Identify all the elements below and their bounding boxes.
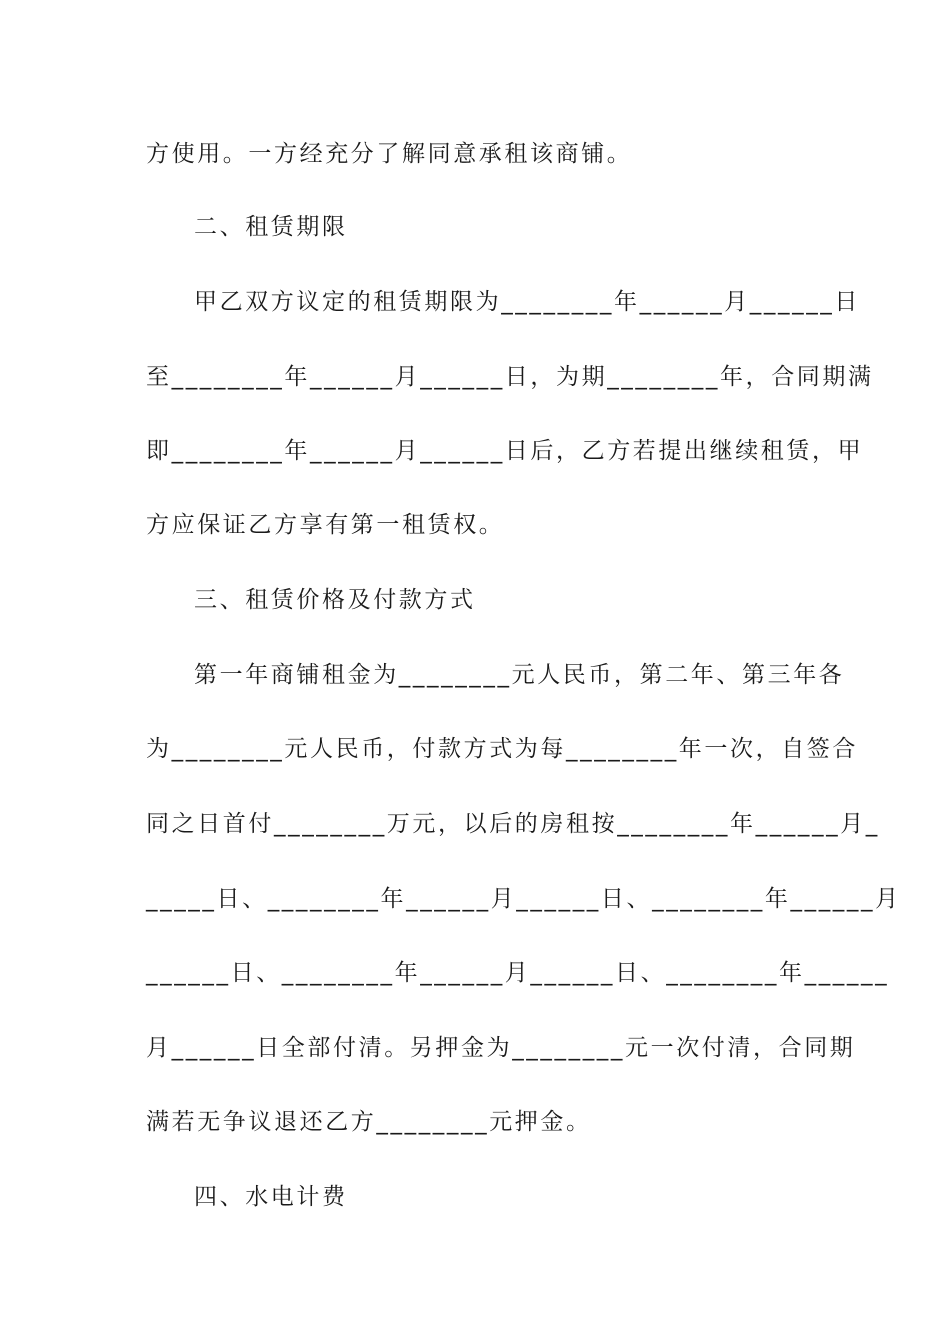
- paragraph-line: 第一年商铺租金为________元人民币，第二年、第三年各: [194, 662, 845, 688]
- paragraph-line: 至________年______月______日，为期________年，合同期满: [146, 364, 874, 390]
- section-heading-lease-term: 二、租赁期限: [194, 214, 348, 240]
- paragraph-line: 方应保证乙方享有第一租赁权。: [146, 512, 505, 538]
- paragraph-line: 为________元人民币，付款方式为每________年一次，自签合: [146, 736, 858, 762]
- paragraph-line: 即________年______月______日后，乙方若提出继续租赁，甲: [146, 438, 864, 464]
- paragraph-line: 同之日首付________万元，以后的房租按________年______月_: [146, 811, 880, 837]
- section-heading-price-payment: 三、租赁价格及付款方式: [194, 587, 476, 613]
- paragraph-line: 月______日全部付清。另押金为________元一次付清，合同期: [146, 1035, 856, 1061]
- paragraph-line: ______日、________年______月______日、________年______: [146, 960, 890, 986]
- paragraph-line: 满若无争议退还乙方________元押金。: [146, 1109, 592, 1135]
- section-heading-utilities: 四、水电计费: [194, 1184, 348, 1210]
- paragraph-line: _____日、________年______月______日、________年______月: [146, 886, 901, 912]
- paragraph-line: 方使用。一方经充分了解同意承租该商铺。: [146, 141, 633, 167]
- paragraph-line: 甲乙双方议定的租赁期限为________年______月______日: [194, 289, 860, 315]
